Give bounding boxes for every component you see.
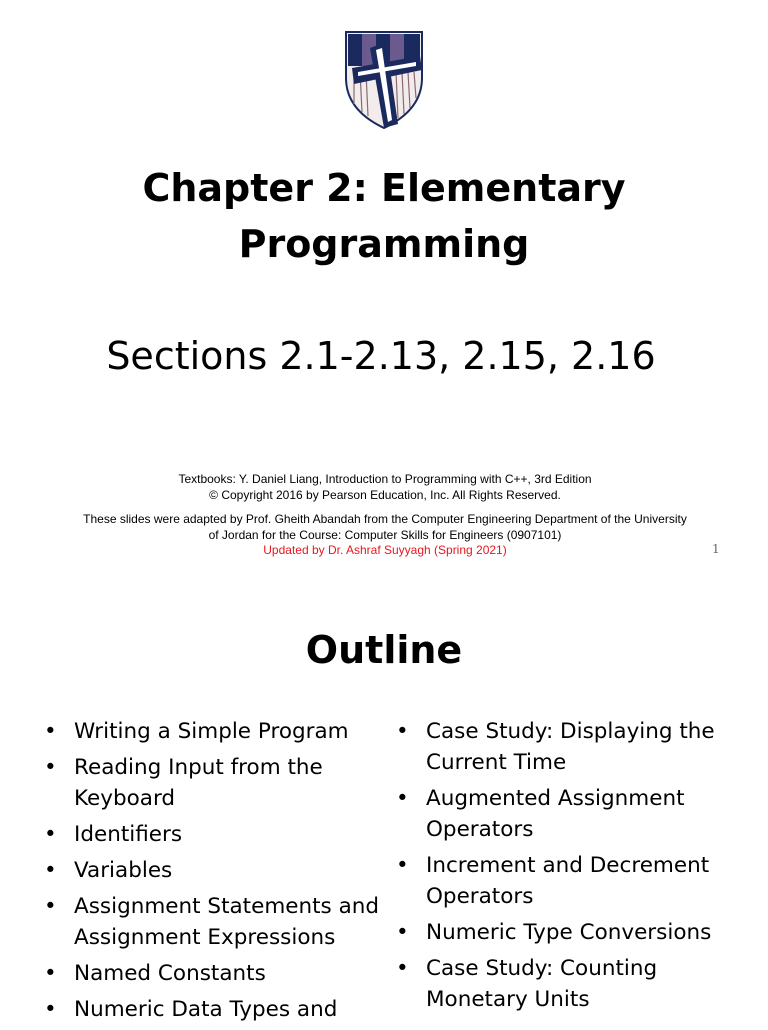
outline-title: Outline xyxy=(305,628,463,672)
slide-title xyxy=(0,160,768,272)
outline-item xyxy=(40,994,380,1025)
credits-block xyxy=(40,472,730,559)
outline-item xyxy=(40,752,380,814)
outline-item xyxy=(392,716,732,778)
outline-item-line: Monetary Units xyxy=(426,987,590,1012)
outline-item xyxy=(392,917,732,948)
outline-item-line: Keyboard xyxy=(74,786,176,811)
outline-item-line: Assignment Expressions xyxy=(74,925,336,950)
outline-item xyxy=(40,958,380,989)
university-shield-logo-icon xyxy=(340,28,428,132)
outline-item-line: • Identifiers xyxy=(74,822,183,847)
page-number: 1 xyxy=(712,542,720,556)
outline-item xyxy=(40,716,380,747)
outline-item-line: Operators xyxy=(426,817,534,842)
outline-slide xyxy=(0,576,768,1024)
outline-item-line: • Assignment Statements and xyxy=(74,894,380,919)
outline-item-line: • Case Study: Displaying the xyxy=(426,719,715,744)
adapted-credit-line-1: These slides were adapted by Prof. Gheith Abandah from the Computer Engineering Department of the University xyxy=(83,512,687,526)
outline-item-line: • Augmented Assignment xyxy=(426,786,685,811)
outline-item-line: • Reading Input from the xyxy=(74,755,323,780)
outline-item-line: Current Time xyxy=(426,750,567,775)
outline-list-right xyxy=(392,716,732,1020)
outline-item-line: • Numeric Type Conversions xyxy=(426,920,712,945)
slide-subtitle: Sections 2.1-2.13, 2.15, 2.16 xyxy=(106,334,656,378)
outline-item xyxy=(392,953,732,1015)
outline-item-line: • Writing a Simple Program xyxy=(74,719,349,744)
outline-item-line: Operators xyxy=(426,884,534,909)
title-line-2: Programming xyxy=(238,222,530,266)
outline-item xyxy=(40,891,380,953)
copyright-credit: © Copyright 2016 by Pearson Education, Inc. All Rights Reserved. xyxy=(209,487,561,502)
outline-item xyxy=(40,819,380,850)
textbook-credit: Textbooks: Y. Daniel Liang, Introduction to Programming with C++, 3rd Edition xyxy=(178,472,592,486)
updated-credit: Updated by Dr. Ashraf Suyyagh (Spring 2021) xyxy=(263,543,507,557)
outline-item xyxy=(392,783,732,845)
adapted-credit-line-2: of Jordan for the Course: Computer Skills for Engineers (0907101) xyxy=(208,527,562,542)
outline-item-line: • Named Constants xyxy=(74,961,266,986)
title-line-1: Chapter 2: Elementary xyxy=(142,166,626,210)
outline-item xyxy=(40,855,380,886)
outline-item-line: • Variables xyxy=(74,858,173,883)
outline-item-line: • Numeric Data Types and xyxy=(74,997,338,1022)
outline-item-line: • Case Study: Counting xyxy=(426,956,658,981)
outline-item xyxy=(392,850,732,912)
outline-list-left xyxy=(40,716,380,1030)
outline-item-line: • Increment and Decrement xyxy=(426,853,710,878)
